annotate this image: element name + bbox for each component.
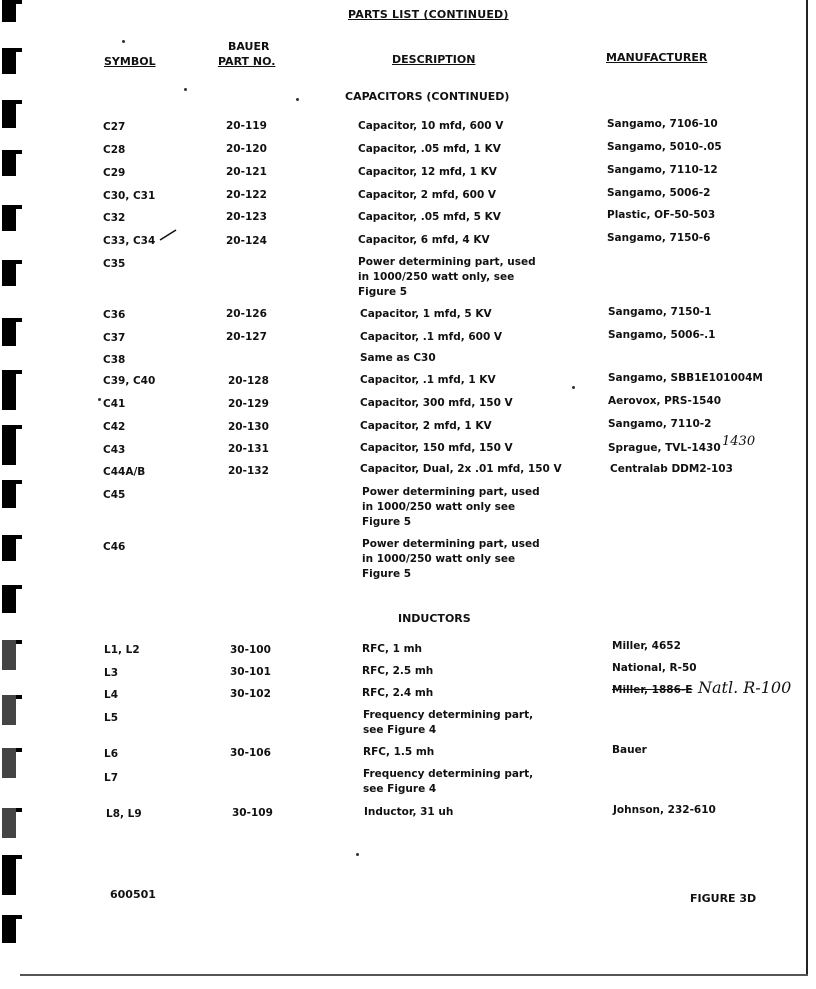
speck <box>98 398 101 401</box>
description-cell: Capacitor, Dual, 2x .01 mfd, 150 V <box>360 463 562 475</box>
page-title: PARTS LIST (CONTINUED) <box>348 8 509 21</box>
description-cell: Capacitor, 150 mfd, 150 V <box>360 442 513 454</box>
header-part-no <box>218 55 275 68</box>
manufacturer-cell: Miller, 4652 <box>612 640 681 652</box>
speck <box>572 386 575 389</box>
description-cell: RFC, 2.4 mh <box>362 687 434 699</box>
symbol-cell: C42 <box>103 421 126 433</box>
part-cell: 30-101 <box>230 666 271 678</box>
part-cell: 30-109 <box>232 807 273 819</box>
symbol-cell: C37 <box>103 332 126 344</box>
description-cell: Capacitor, .1 mfd, 600 V <box>360 331 503 343</box>
part-cell: 20-132 <box>228 465 269 477</box>
binding-mark <box>2 425 16 465</box>
manufacturer-cell: Aerovox, PRS-1540 <box>608 395 722 407</box>
document-number: 600501 <box>110 888 156 901</box>
symbol-cell: C43 <box>103 444 126 456</box>
speck <box>356 853 359 856</box>
manufacturer-cell: Miller, 1886-E <box>612 684 693 696</box>
symbol-cell: C41 <box>103 398 126 410</box>
part-cell: 20-131 <box>228 443 269 455</box>
manufacturer-cell: Sangamo, 5010-.05 <box>607 141 722 153</box>
part-cell: 20-123 <box>226 211 267 223</box>
binding-mark <box>2 260 16 286</box>
figure-label: FIGURE 3D <box>690 892 757 905</box>
binding-mark <box>2 48 16 74</box>
description-cell: Capacitor, 6 mfd, 4 KV <box>358 234 490 246</box>
binding-mark <box>2 915 16 943</box>
symbol-cell: L3 <box>104 667 118 679</box>
manufacturer-cell: Sangamo, 7106-10 <box>607 118 718 130</box>
symbol-cell: C36 <box>103 309 126 321</box>
symbol-cell: C30, C31 <box>103 190 156 202</box>
symbol-cell: C29 <box>103 167 126 179</box>
check-mark <box>158 228 178 244</box>
description-cell: Capacitor, 300 mfd, 150 V <box>360 397 513 409</box>
manufacturer-cell: Sprague, TVL-1430 <box>608 442 721 454</box>
symbol-cell: L6 <box>104 748 118 760</box>
binding-mark <box>2 640 16 670</box>
binding-mark <box>2 695 16 725</box>
binding-mark <box>2 808 16 838</box>
binding-mark <box>2 150 16 176</box>
binding-mark <box>2 480 16 508</box>
description-cell: Capacitor, 1 mfd, 5 KV <box>360 308 492 320</box>
description-cell: Power determining part, used in 1000/250 watt only see Figure 5 <box>362 538 540 580</box>
part-cell: 20-124 <box>226 235 267 247</box>
part-cell: 20-130 <box>228 421 269 433</box>
manufacturer-cell: Sangamo, 7150-1 <box>608 306 712 318</box>
symbol-cell: C27 <box>103 121 126 133</box>
header-symbol-label: SYMBOL <box>104 55 156 68</box>
description-cell: Capacitor, .05 mfd, 1 KV <box>358 143 501 155</box>
part-cell: 20-129 <box>228 398 269 410</box>
symbol-cell: C35 <box>103 258 126 270</box>
symbol-cell: L4 <box>104 689 118 701</box>
manufacturer-cell: Sangamo, 5006-.1 <box>608 329 716 341</box>
binding-mark <box>2 585 16 613</box>
header-manufacturer-label: MANUFACTURER <box>606 51 708 64</box>
manufacturer-cell: Centralab DDM2-103 <box>610 463 733 475</box>
description-cell: Inductor, 31 uh <box>364 806 454 818</box>
manufacturer-cell: Sangamo, 7110-2 <box>608 418 712 430</box>
description-cell: RFC, 2.5 mh <box>362 665 434 677</box>
manufacturer-cell: Johnson, 232-610 <box>613 804 716 816</box>
symbol-cell: C39, C40 <box>103 375 156 387</box>
manufacturer-cell: Sangamo, 7150-6 <box>607 232 711 244</box>
binding-mark <box>2 535 16 561</box>
symbol-cell: C44A/B <box>103 466 146 478</box>
symbol-cell: C32 <box>103 212 126 224</box>
header-part-line1: BAUER <box>228 40 270 53</box>
description-cell: Capacitor, .05 mfd, 5 KV <box>358 211 501 223</box>
binding-edge <box>0 0 30 989</box>
part-cell: 20-122 <box>226 189 267 201</box>
description-cell: Capacitor, 12 mfd, 1 KV <box>358 166 497 178</box>
description-cell: Capacitor, 2 mfd, 1 KV <box>360 420 492 432</box>
speck <box>296 98 299 101</box>
symbol-cell: C38 <box>103 354 126 366</box>
binding-mark <box>2 855 16 895</box>
speck <box>122 40 125 43</box>
binding-mark <box>2 318 16 346</box>
symbol-cell: L7 <box>104 772 118 784</box>
binding-mark <box>2 0 16 22</box>
header-description-label: DESCRIPTION <box>392 53 476 66</box>
part-cell: 20-119 <box>226 120 267 132</box>
part-cell: 20-128 <box>228 375 269 387</box>
symbol-cell: L1, L2 <box>104 644 140 656</box>
symbol-cell: C45 <box>103 489 126 501</box>
manufacturer-cell: Sangamo, 7110-12 <box>607 164 718 176</box>
symbol-cell: L8, L9 <box>106 808 142 820</box>
part-cell: 30-100 <box>230 644 271 656</box>
section-capacitors: CAPACITORS (CONTINUED) <box>345 90 510 103</box>
description-cell: Capacitor, .1 mfd, 1 KV <box>360 374 496 386</box>
symbol-cell: C46 <box>103 541 126 553</box>
handwritten-note-l4: Natl. R-100 <box>698 678 792 697</box>
manufacturer-cell: National, R-50 <box>612 662 697 674</box>
part-cell: 30-106 <box>230 747 271 759</box>
binding-mark <box>2 370 16 410</box>
section-inductors: INDUCTORS <box>398 612 471 625</box>
symbol-cell: L5 <box>104 712 118 724</box>
manufacturer-cell: Sangamo, 5006-2 <box>607 187 711 199</box>
description-cell: Power determining part, used in 1000/250 watt only, see Figure 5 <box>358 256 536 298</box>
part-cell: 20-126 <box>226 308 267 320</box>
description-cell: Power determining part, used in 1000/250 watt only see Figure 5 <box>362 486 540 528</box>
manufacturer-cell: Bauer <box>612 744 647 756</box>
part-cell: 30-102 <box>230 688 271 700</box>
binding-mark <box>2 205 16 231</box>
description-cell: RFC, 1 mh <box>362 643 422 655</box>
part-cell: 20-121 <box>226 166 267 178</box>
handwritten-note-c43: 1430 <box>722 434 756 449</box>
manufacturer-cell: Plastic, OF-50-503 <box>607 209 716 221</box>
header-symbol <box>104 55 156 68</box>
page-edge-right <box>806 0 808 975</box>
symbol-cell: C28 <box>103 144 126 156</box>
binding-mark <box>2 748 16 778</box>
description-cell: Capacitor, 2 mfd, 600 V <box>358 189 497 201</box>
description-cell: Frequency determining part, see Figure 4 <box>363 709 534 736</box>
speck <box>184 88 187 91</box>
description-cell: Capacitor, 10 mfd, 600 V <box>358 120 504 132</box>
header-description <box>392 53 475 66</box>
part-cell: 20-127 <box>226 331 267 343</box>
manufacturer-cell: Sangamo, SBB1E101004M <box>608 372 763 384</box>
description-cell: Same as C30 <box>360 352 436 364</box>
description-cell: Frequency determining part, see Figure 4 <box>363 768 534 795</box>
header-part-no-label: PART NO. <box>218 55 276 68</box>
part-cell: 20-120 <box>226 143 267 155</box>
binding-mark <box>2 100 16 128</box>
description-cell: RFC, 1.5 mh <box>363 746 435 758</box>
header-manufacturer <box>606 51 707 64</box>
page-edge-bottom <box>20 974 808 976</box>
symbol-cell: C33, C34 <box>103 235 156 247</box>
